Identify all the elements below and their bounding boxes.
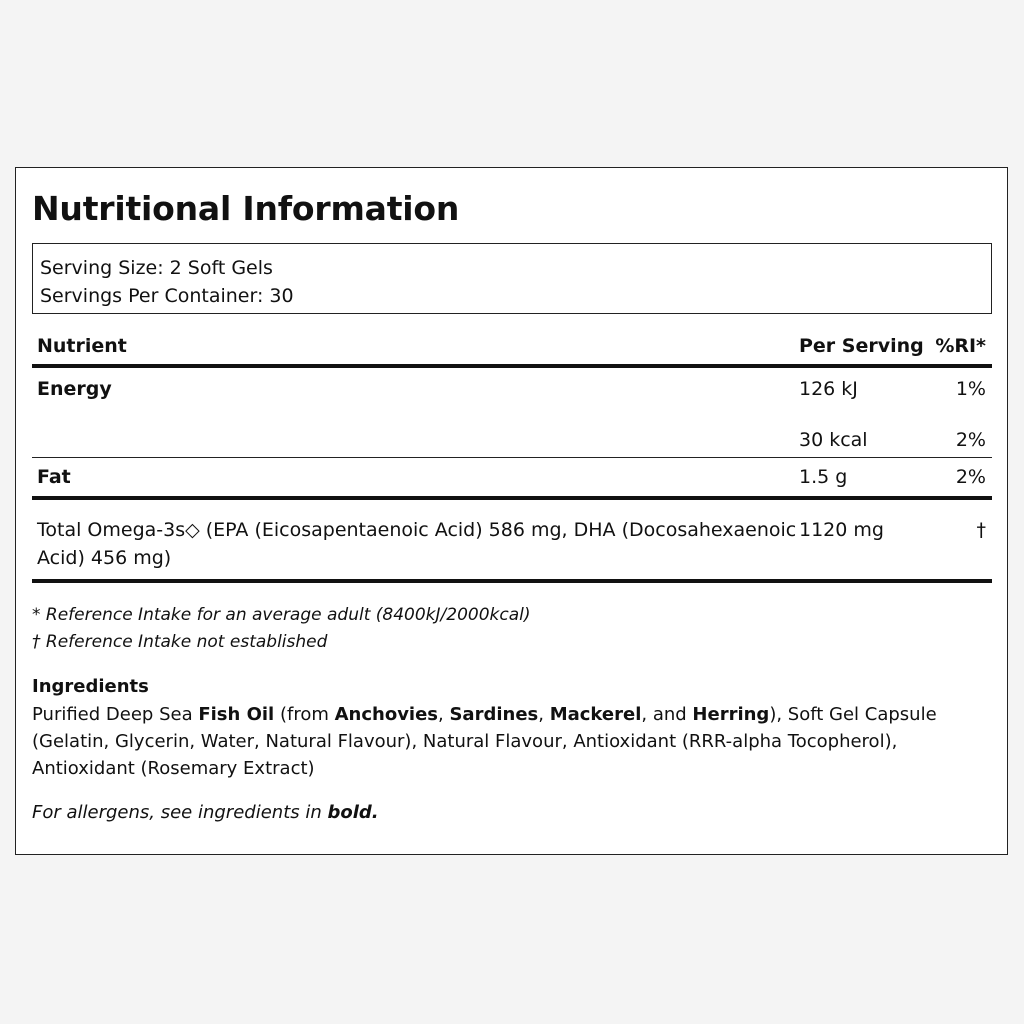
- nutrition-panel: [15, 167, 1008, 855]
- energy-kj-value: 126 kJ: [799, 378, 858, 400]
- serving-info-box: [32, 243, 992, 314]
- footnote-ri: * Reference Intake for an average adult (8400kJ/2000kcal): [32, 605, 531, 625]
- header-per-serving: Per Serving: [799, 328, 926, 366]
- energy-kj-ri: 1%: [955, 378, 986, 400]
- allergen-emphasis: bold.: [327, 802, 379, 823]
- omega-label: Total Omega-3s◇ (EPA (Eicosapentaenoic Acid) 586 mg, DHA (Docosahexaenoic Acid) 456 mg): [37, 519, 797, 569]
- allergen-prefix: For allergens, see ingredients in: [32, 802, 328, 823]
- ingredient-text-segment: (from: [274, 704, 335, 725]
- footnote-dagger: † Reference Intake not established: [32, 632, 328, 652]
- ingredient-allergen: Herring: [692, 704, 770, 725]
- table-row-energy-kcal: [32, 423, 992, 458]
- fat-ri: 2%: [955, 466, 986, 488]
- table-header-row: [32, 328, 992, 366]
- serving-size: Serving Size: 2 Soft Gels: [40, 257, 273, 279]
- nutrition-table: [32, 328, 992, 583]
- ingredient-text-segment: ,: [538, 704, 550, 725]
- header-nutrient: Nutrient: [32, 328, 799, 366]
- header-ri: %RI*: [926, 328, 992, 366]
- footnotes: [32, 602, 992, 656]
- ingredient-text-segment: , and: [641, 704, 693, 725]
- ingredient-allergen: Sardines: [449, 704, 539, 725]
- ingredient-text-segment: ,: [438, 704, 450, 725]
- page-title: Nutritional Information: [32, 189, 460, 228]
- ingredients-text: [32, 701, 992, 782]
- fat-label: Fat: [37, 466, 71, 488]
- ingredient-allergen: Fish Oil: [198, 704, 275, 725]
- ingredient-allergen: Anchovies: [334, 704, 439, 725]
- table-row-energy-kj: [32, 366, 992, 423]
- fat-value: 1.5 g: [799, 466, 848, 488]
- energy-kcal-value: 30 kcal: [799, 429, 868, 451]
- omega-value: 1120 mg: [799, 519, 884, 541]
- energy-kcal-spacer: [32, 423, 799, 458]
- table-row-fat: [32, 458, 992, 499]
- energy-label: Energy: [37, 378, 112, 400]
- allergen-note: [32, 799, 992, 826]
- ingredient-text-segment: Purified Deep Sea: [32, 704, 199, 725]
- ingredient-allergen: Mackerel: [549, 704, 642, 725]
- omega-ri: †: [976, 519, 986, 541]
- energy-kcal-ri: 2%: [955, 429, 986, 451]
- ingredient-text-segment: ), Soft Gel Capsule (Gelatin, Glycerin, Water, Natural Flavour), Natural Flavour, Antioxidant (RRR-alpha Tocopherol), Antioxidant (Rosemary Extract): [32, 704, 937, 779]
- table-row-omega: [32, 498, 992, 581]
- ingredients-heading: Ingredients: [32, 676, 149, 697]
- servings-per-container: Servings Per Container: 30: [40, 285, 294, 307]
